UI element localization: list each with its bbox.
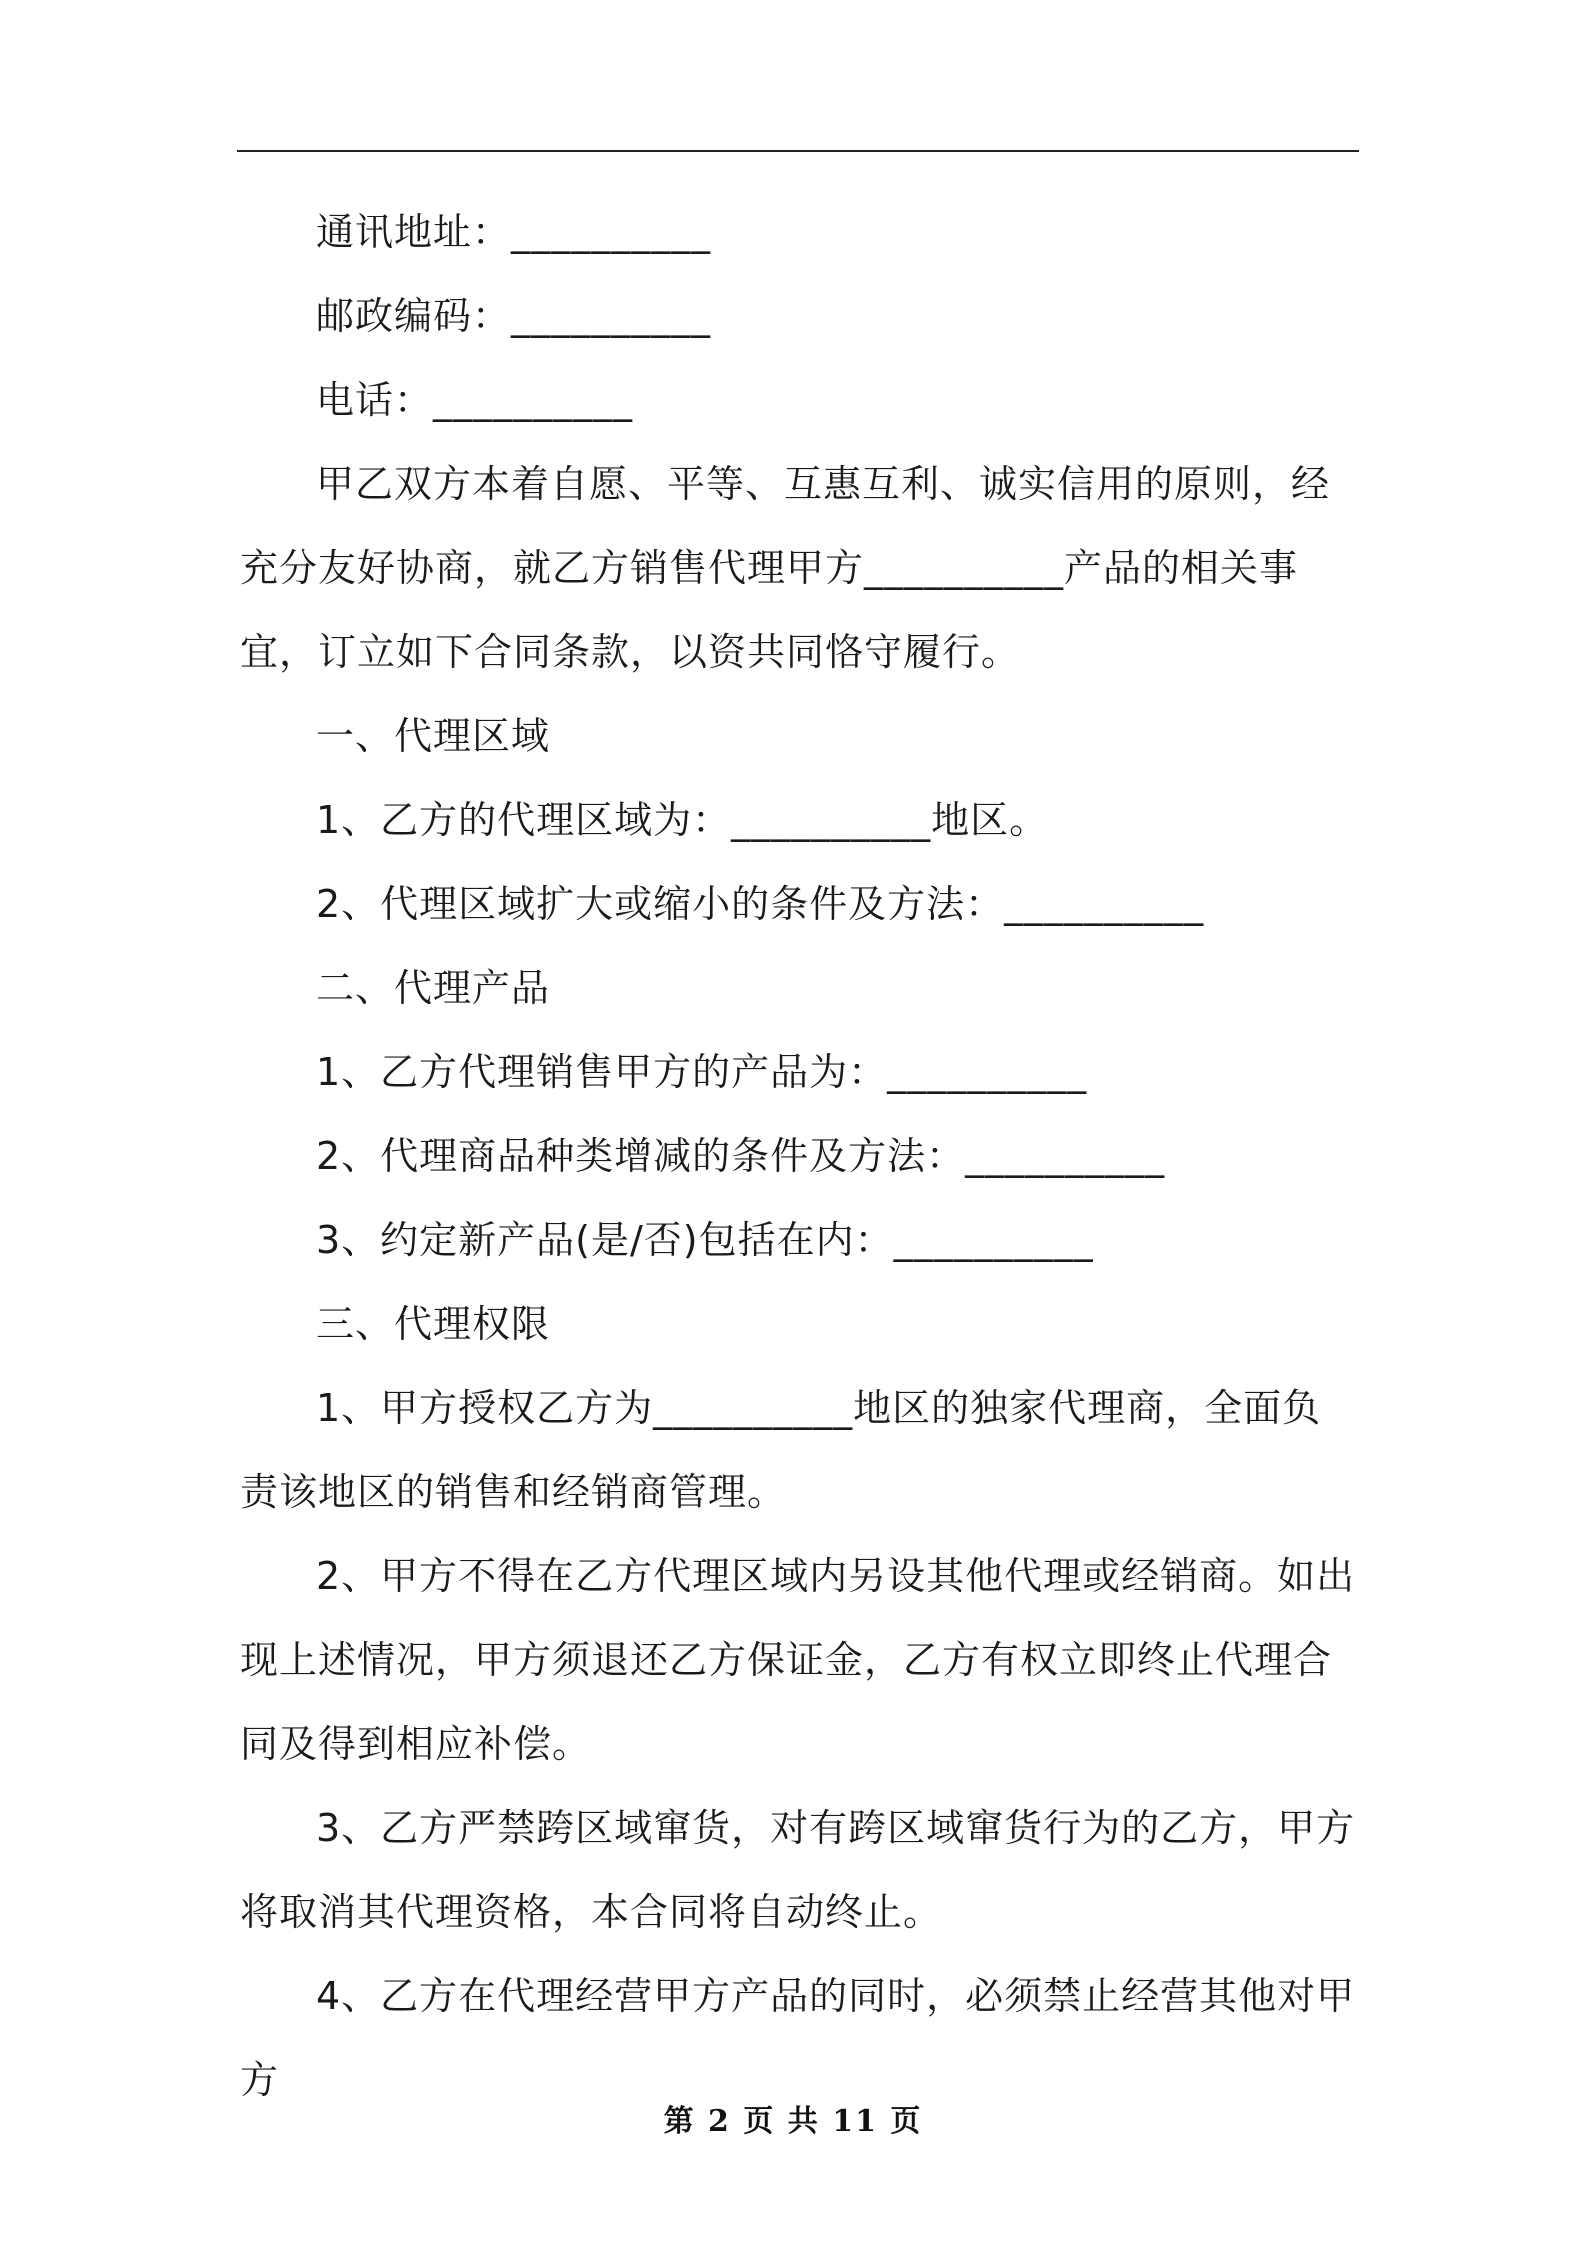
clause-authority-3: 3、乙方严禁跨区域窜货，对有跨区域窜货行为的乙方，甲方将取消其代理资格，本合同将自动终止。 bbox=[240, 1806, 1356, 1934]
mailing-address-line: 通讯地址：__________ bbox=[316, 210, 712, 254]
section-heading-agency-region: 一、代理区域 bbox=[316, 714, 551, 758]
phone-line: 电话：__________ bbox=[316, 378, 634, 422]
section-heading-agency-products: 二、代理产品 bbox=[316, 966, 551, 1010]
clause-region-1: 1、乙方的代理区域为：__________地区。 bbox=[316, 798, 1049, 842]
clause-region-2: 2、代理区域扩大或缩小的条件及方法：__________ bbox=[316, 882, 1205, 926]
clause-products-1: 1、乙方代理销售甲方的产品为：__________ bbox=[316, 1050, 1088, 1094]
preamble-paragraph: 甲乙双方本着自愿、平等、互惠互利、诚实信用的原则，经充分友好协商，就乙方销售代理甲方__________产品的相关事宜，订立如下合同条款，以资共同恪守履行。 bbox=[240, 462, 1331, 674]
clause-authority-1: 1、甲方授权乙方为__________地区的独家代理商，全面负责该地区的销售和经销商管理。 bbox=[240, 1386, 1322, 1514]
section-heading-agency-authority: 三、代理权限 bbox=[316, 1302, 551, 1346]
clause-products-2: 2、代理商品种类增减的条件及方法：__________ bbox=[316, 1134, 1166, 1178]
clause-authority-2: 2、甲方不得在乙方代理区域内另设其他代理或经销商。如出现上述情况，甲方须退还乙方保证金，乙方有权立即终止代理合同及得到相应补偿。 bbox=[240, 1554, 1356, 1766]
document-body bbox=[240, 190, 1356, 2122]
header-rule bbox=[237, 150, 1359, 152]
postal-code-line: 邮政编码：__________ bbox=[316, 294, 712, 338]
page-number: 第 2 页 共 11 页 bbox=[663, 2104, 923, 2139]
clause-authority-4: 4、乙方在代理经营甲方产品的同时，必须禁止经营其他对甲方 bbox=[240, 1974, 1356, 2102]
clause-products-3: 3、约定新产品(是/否)包括在内：__________ bbox=[316, 1218, 1094, 1262]
